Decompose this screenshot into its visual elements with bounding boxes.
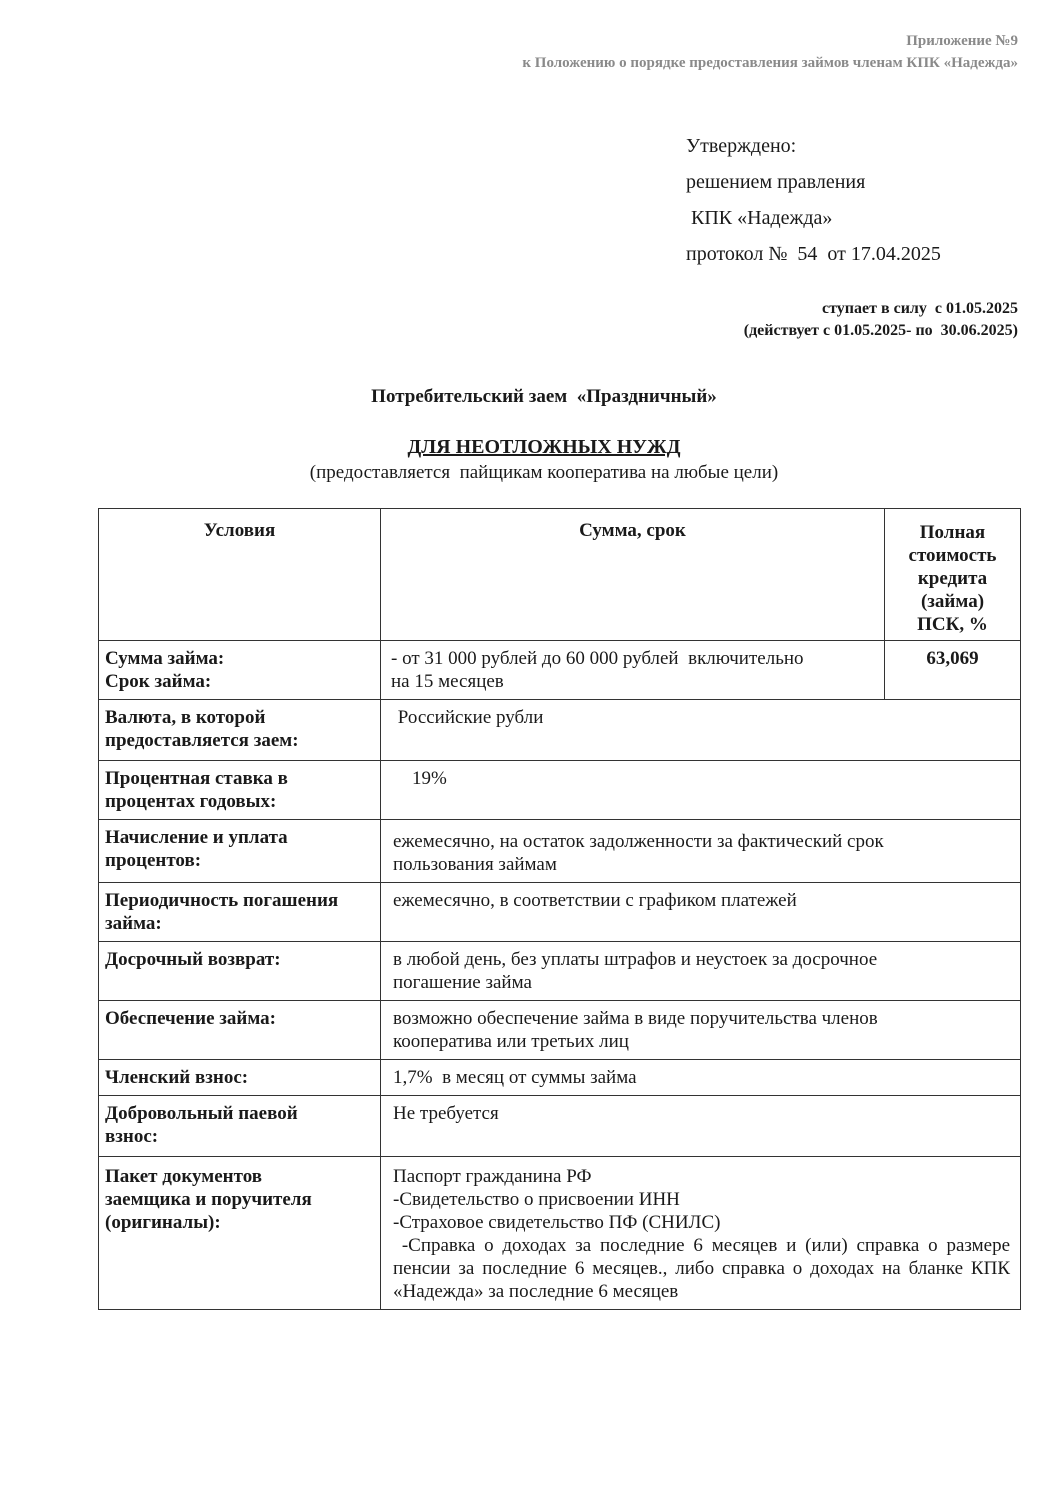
effective-dates [744,298,1018,342]
row-label: Сумма займа: Срок займа: [99,641,381,700]
list-item: -Справка о доходах за последние 6 месяцев и (или) справка о размере пенсии за последние 6 месяцев., либо справка о доходах на бланке КПК «Надежда» за последние 6 месяцев [393,1235,1015,1302]
documents-list [381,1157,1021,1310]
effective-from: ступает в силу с 01.05.2025 [822,300,1018,317]
table-row [99,1001,1021,1060]
table-row [99,641,1021,700]
row-label: Начисление и уплата процентов: [99,820,381,883]
row-label: Членский взнос: [99,1060,381,1096]
appendix-header [522,30,1018,74]
table-row [99,820,1021,883]
row-label: Процентная ставка в процентах годовых: [99,761,381,820]
table-row [99,1096,1021,1157]
row-label: Пакет документов заемщика и поручителя (оригиналы): [99,1157,381,1310]
table-row [99,700,1021,761]
approval-line: решением правления [686,171,866,193]
table-row [99,942,1021,1001]
table-row [99,761,1021,820]
table-row [99,883,1021,942]
row-label: Периодичность погашения займа: [99,883,381,942]
header-amount-term: Сумма, срок [381,509,885,641]
list-item: Паспорт гражданина РФ [393,1166,592,1187]
loan-description: (предоставляется пайщикам кооператива на любые цели) [309,462,779,483]
row-value: ежемесячно, в соответствии с графиком платежей [381,883,1021,942]
row-value: Российские рубли [381,700,1021,761]
row-label: Добровольный паевой взнос: [99,1096,381,1157]
table-row [99,1157,1021,1310]
row-value: - от 31 000 рублей до 60 000 рублей включительно на 15 месяцев [381,641,885,700]
header-psk: Полная стоимость кредита (займа) ПСК, % [885,509,1021,641]
approval-block [686,128,941,272]
row-label: Обеспечение займа: [99,1001,381,1060]
list-item: -Свидетельство о присвоении ИНН [393,1189,680,1210]
approval-line: КПК «Надежда» [686,207,833,229]
appendix-number: Приложение №9 [906,33,1018,49]
header-conditions: Условия [99,509,381,641]
loan-subtitle: ДЛЯ НЕОТЛОЖНЫХ НУЖД [407,436,681,458]
appendix-reference: к Положению о порядке предоставления займов членам КПК «Надежда» [522,55,1018,71]
psk-value: 63,069 [885,641,1021,700]
row-value: ежемесячно, на остаток задолженности за фактический срок пользования займам [381,820,1021,883]
table-header-row [99,509,1021,641]
row-value: в любой день, без уплаты штрафов и неустоек за досрочное погашение займа [381,942,1021,1001]
table-row [99,1060,1021,1096]
approval-line: Утверждено: [686,135,797,157]
row-value: 1,7% в месяц от суммы займа [381,1060,1021,1096]
conditions-table [98,508,1021,1310]
loan-title: Потребительский заем «Праздничный» [371,386,717,407]
row-value: Не требуется [381,1096,1021,1157]
list-item: -Страховое свидетельство ПФ (СНИЛС) [393,1212,721,1233]
effective-period: (действует с 01.05.2025- по 30.06.2025) [743,322,1018,339]
row-value: возможно обеспечение займа в виде поручительства членов кооператива или третьих лиц [381,1001,1021,1060]
approval-protocol: протокол № 54 от 17.04.2025 [686,243,941,265]
row-label: Досрочный возврат: [99,942,381,1001]
row-label: Валюта, в которой предоставляется заем: [99,700,381,761]
row-value: 19% [381,761,1021,820]
